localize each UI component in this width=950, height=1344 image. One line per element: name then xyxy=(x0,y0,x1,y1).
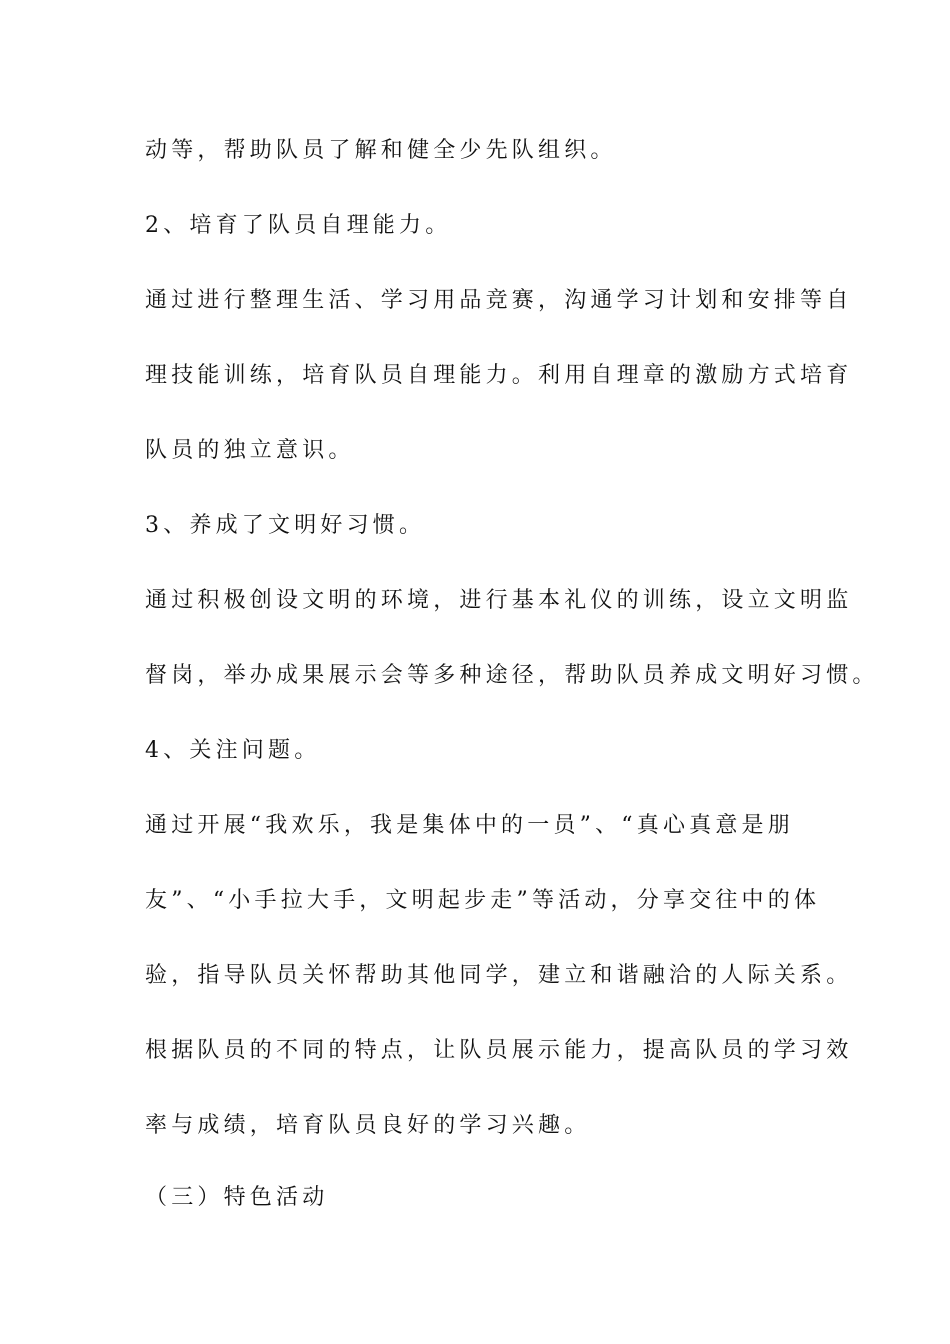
paragraph-line: 通过积极创设文明的环境，进行基本礼仪的训练，设立文明监 xyxy=(145,588,853,613)
paragraph-line: 理技能训练，培育队员自理能力。利用自理章的激励方式培育 xyxy=(145,363,853,388)
paragraph-line: 督岗，举办成果展示会等多种途径，帮助队员养成文明好习惯。 xyxy=(145,663,879,688)
section-heading: 4、关注问题。 xyxy=(145,738,321,763)
section-heading: （三）特色活动 xyxy=(145,1185,329,1210)
paragraph-line: 率与成绩，培育队员良好的学习兴趣。 xyxy=(145,1113,591,1138)
paragraph-line: 通过开展“我欢乐，我是集体中的一员”、“真心真意是朋 xyxy=(145,813,794,838)
section-heading: 3、养成了文明好习惯。 xyxy=(145,513,426,538)
paragraph-line: 友”、“小手拉大手，文明起步走”等活动，分享交往中的体 xyxy=(145,888,821,913)
paragraph-line: 队员的独立意识。 xyxy=(145,438,355,463)
section-heading: 2、培育了队员自理能力。 xyxy=(145,213,452,238)
paragraph-line: 动等，帮助队员了解和健全少先队组织。 xyxy=(145,138,617,163)
paragraph-line: 通过进行整理生活、学习用品竞赛，沟通学习计划和安排等自 xyxy=(145,288,853,313)
paragraph-line: 根据队员的不同的特点，让队员展示能力，提高队员的学习效 xyxy=(145,1038,853,1063)
paragraph-line: 验，指导队员关怀帮助其他同学，建立和谐融洽的人际关系。 xyxy=(145,963,853,988)
